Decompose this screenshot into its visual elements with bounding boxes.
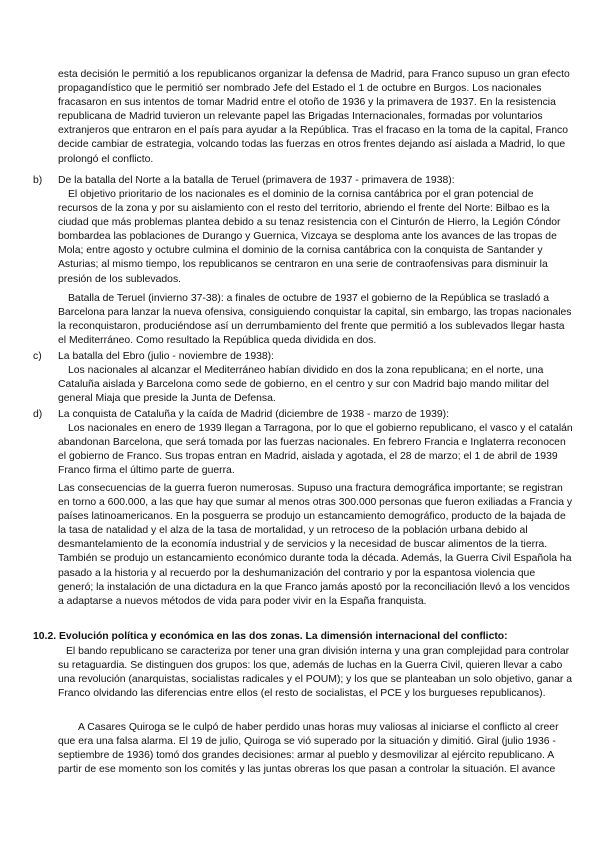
section-heading: 10.2. Evolución política y económica en las dos zonas. La dimensión internacional del conflicto: bbox=[33, 631, 508, 642]
list-label-b: b) bbox=[33, 175, 43, 186]
c-paragraph: Los nacionales al alcanzar el Mediterráneo habían dividido en dos la zona republicana; en el norte, una Cataluña aislada y Barcelona como sede de gobierno, en el centro y sur con Madrid bajo mando militar del general Miaja que preside la Junta de Defensa. bbox=[58, 365, 549, 405]
list-title-b: De la batalla del Norte a la batalla de Teruel (primavera de 1937 - primavera de 1938): bbox=[58, 175, 455, 186]
list-item-c bbox=[33, 350, 573, 364]
list-item-d bbox=[33, 408, 573, 422]
list-label-c: c) bbox=[33, 351, 42, 362]
section-paragraph-2: A Casares Quiroga se le culpó de haber perdido unas horas muy valiosas al iniciarse el conflicto al creer que era una falsa alarma. El 19 de julio, Quiroga se vió superado por la situación y dimitió. Giral (julio 1936 - septiembre de 1936) tomó dos grandes decisiones: armar al pueblo y desmovilizar al ejército republicano. A partir de ese momento son los comités y las juntas obreras los que pasan a controlar la situación. El avance bbox=[58, 722, 559, 776]
section-paragraph-1: El bando republicano se caracteriza por tener una gran división interna y una gran complejidad para controlar su retaguardia. Se distinguen dos grupos: los que, además de luchas en la Guerra Civil, quieren llevar a cabo una revolución (anarquistas, socialistas radicales y el POUM); y los que se planteaban un solo objetivo, ganar a Franco olvidando las diferencias entre ellos (el resto de socialistas, el PCE y los burgueses republicanos). bbox=[58, 646, 573, 700]
list-label-d: d) bbox=[33, 409, 43, 420]
b-paragraph-1: El objetivo prioritario de los nacionales es el dominio de la cornisa cantábrica por el gran potencial de recursos de la zona y por su aislamiento con el resto del territorio, abriendo el frente del Norte: Bilbao es la ciudad que más problemas plantea debido a su tenaz resistencia con el Cinturón de Hierro, la Legión Cóndor bombardea las poblaciones de Durango y Guernica, Vizcaya se desploma ante los avances de las tropas de Mola; entre agosto y octubre culmina el dominio de la cornisa cantábrica con la conquista de Santander y Asturias; al mismo tiempo, los republicanos se centraron en una serie de contraofensivas para disminuir la presión de los sublevados. bbox=[58, 189, 561, 285]
consequences-paragraph: Las consecuencias de la guerra fueron numerosas. Supuso una fractura demográfica importante; se registran en torno a 600.000, a las que hay que sumar al menos otras 300.000 personas que fueron exiliadas a Francia y países latinoamericanos. En la posguerra se produjo un estancamiento demográfico, producto de la bajada de la tasa de natalidad y el alza de la tasa de mortalidad, y un retroceso de la población urbana debido al desmantelamiento de la economía industrial y de servicios y la necesidad de buscar alimentos de la tierra. También se produjo un estancamiento económico durante toda la década. Además, la Guerra Civil Española ha pasado a la historia y al recuerdo por la deshumanización del contrario y por la espantosa violencia que generó; la instalación de una dictadura en la que Franco jamás apostó por la reconciliación llevó a los vencidos a adaptarse a nuevos métodos de vida para poder vivir en la España franquista. bbox=[58, 483, 573, 607]
list-item-b bbox=[33, 174, 573, 188]
list-title-d: La conquista de Cataluña y la caída de Madrid (diciembre de 1938 - marzo de 1939): bbox=[58, 409, 450, 420]
d-paragraph: Los nacionales en enero de 1939 llegan a Tarragona, por lo que el gobierno republicano, el vasco y el catalán abandonan Barcelona, que será tomada por las fuerzas nacionales. En febrero Francia e Inglaterra reconocen el gobierno de Franco. Sus tropas entran en Madrid, aislada y agotada, el 28 de marzo; el 1 de abril de 1939 Franco firma el último parte de guerra. bbox=[58, 423, 573, 477]
b-paragraph-2: Batalla de Teruel (invierno 37-38): a finales de octubre de 1937 el gobierno de la República se trasladó a Barcelona para lanzar la nueva ofensiva, consiguiendo conquistar la capital, sin embargo, las tropas nacionales la reconquistaron, produciéndose así un derrumbamiento del frente que permitió a los sublevados llegar hasta el Mediterráneo. Como resultado la República queda dividida en dos. bbox=[58, 293, 572, 347]
intro-paragraph: esta decisión le permitió a los republicanos organizar la defensa de Madrid, para Franco supuso un gran efecto propagandístico que le permitió ser nombrado Jefe del Estado el 1 de octubre en Burgos. Los nacionales fracasaron en sus intentos de tomar Madrid entre el otoño de 1936 y la primavera de 1937. En la resistencia republicana de Madrid tuvieron un relevante papel las Brigadas Internacionales, formadas por voluntarios extranjeros que entraron en el país para ayudar a la República. Tras el fracaso en la toma de la capital, Franco decide cambiar de estrategia, volcando todas las fuerzas en otros frentes dejando así aislada a Madrid, lo que prolongó el conflicto. bbox=[58, 69, 570, 165]
list-title-c: La batalla del Ebro (julio - noviembre de 1938): bbox=[58, 351, 275, 362]
